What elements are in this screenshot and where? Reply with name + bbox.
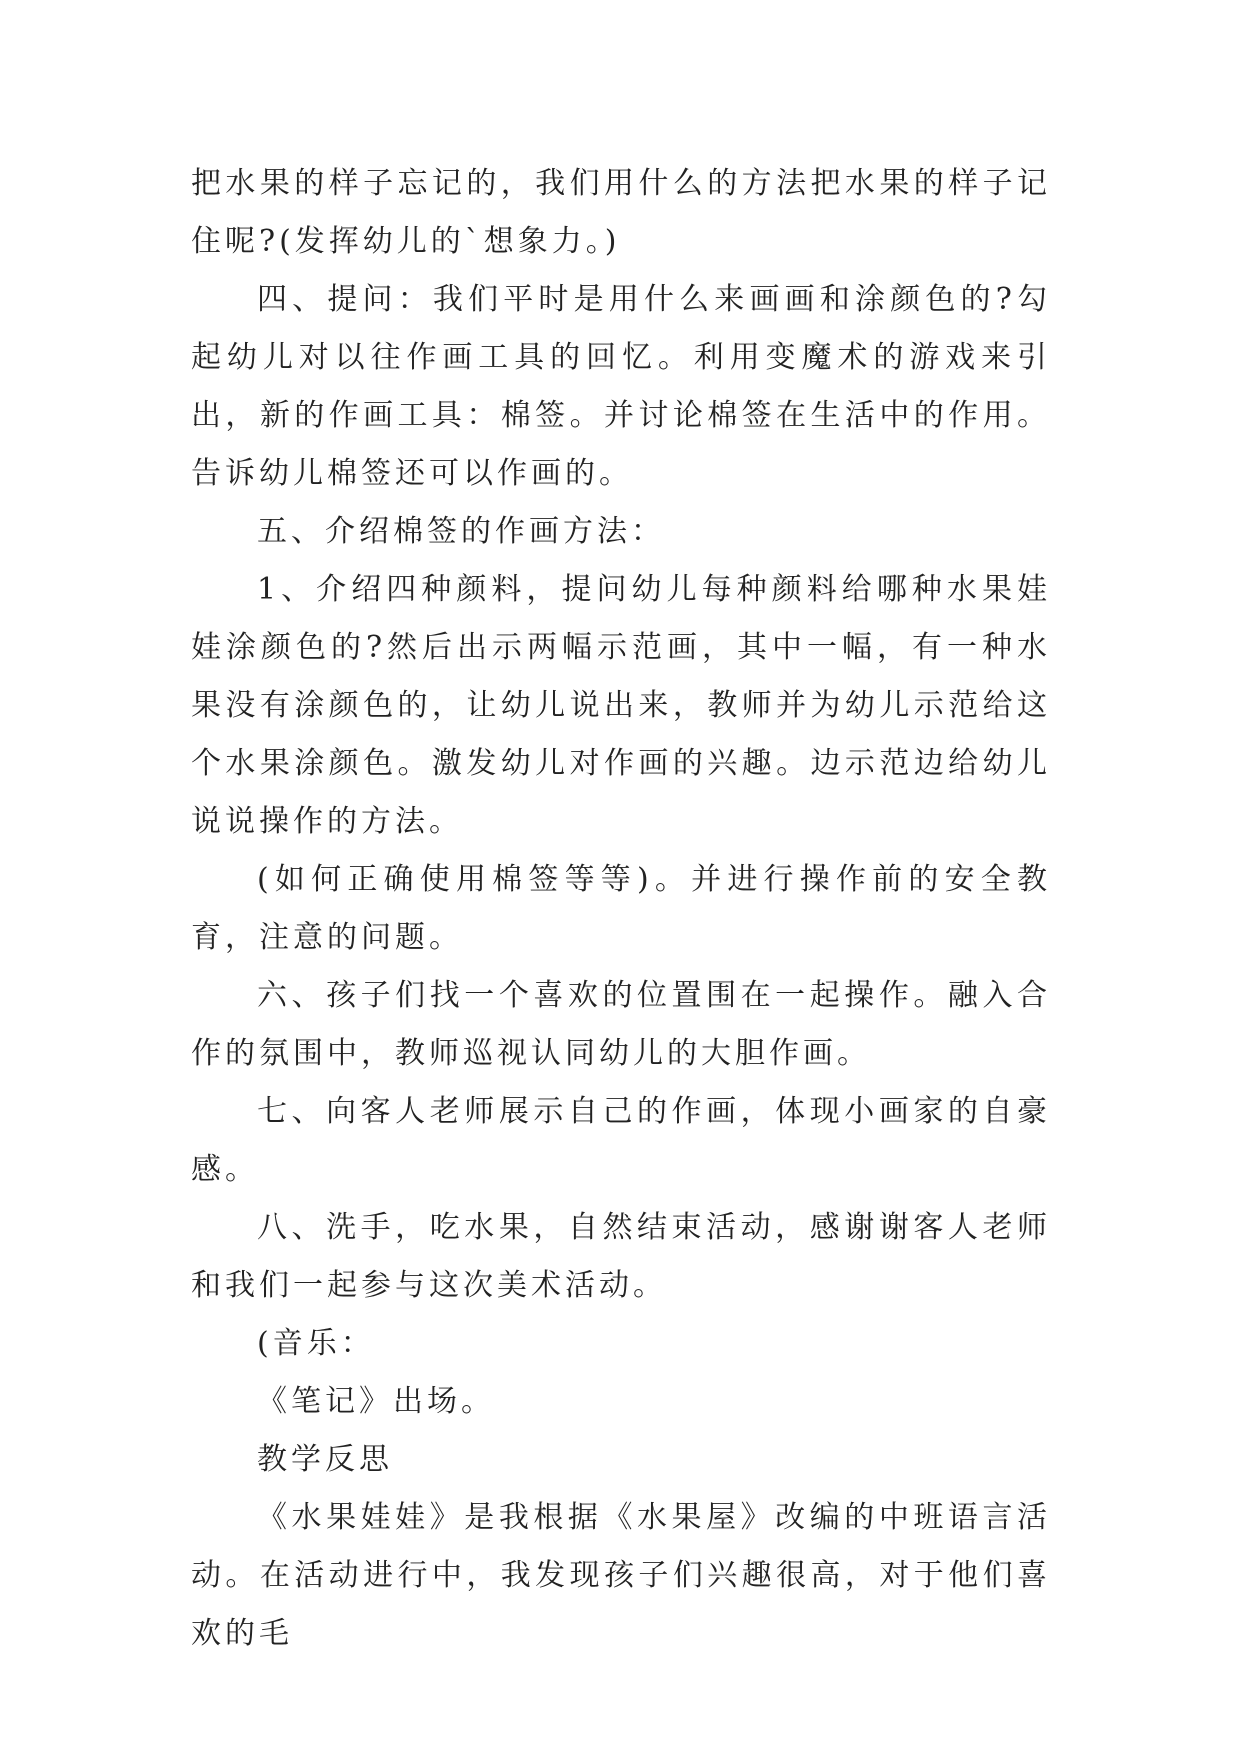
paragraph-step-five-heading: 五、介绍棉签的作画方法： — [257, 514, 665, 549]
document-body — [191, 155, 1051, 1663]
paragraph-continuation: 把水果的样子忘记的，我们用什么的方法把水果的样子记住呢?(发挥幼儿的`想象力。) — [191, 166, 1051, 259]
paragraph-step-eight: 八、洗手，吃水果，自然结束活动，感谢谢客人老师和我们一起参与这次美术活动。 — [191, 1210, 1051, 1303]
paragraph-step-seven: 七、向客人老师展示自己的作画，体现小画家的自豪感。 — [191, 1094, 1051, 1187]
paragraph-safety-note: (如何正确使用棉签等等)。并进行操作前的安全教育，注意的问题。 — [191, 862, 1051, 955]
paragraph-step-six: 六、孩子们找一个喜欢的位置围在一起操作。融入合作的氛围中，教师巡视认同幼儿的大胆作画。 — [191, 978, 1051, 1071]
paragraph-exit: 《笔记》出场。 — [257, 1384, 495, 1419]
paragraph-step-four: 四、提问：我们平时是用什么来画画和涂颜色的?勾起幼儿对以往作画工具的回忆。利用变魔术的游戏来引出，新的作画工具：棉签。并讨论棉签在生活中的作用。告诉幼儿棉签还可以作画的。 — [191, 282, 1051, 491]
paragraph-step-five-detail: 1、介绍四种颜料，提问幼儿每种颜料给哪种水果娃娃涂颜色的?然后出示两幅示范画，其中一幅，有一种水果没有涂颜色的，让幼儿说出来，教师并为幼儿示范给这个水果涂颜色。激发幼儿对作画的兴趣。边示范边给幼儿说说操作的方法。 — [191, 572, 1051, 839]
paragraph-reflection: 《水果娃娃》是我根据《水果屋》改编的中班语言活动。在活动进行中，我发现孩子们兴趣很高，对于他们喜欢的毛 — [191, 1500, 1051, 1651]
section-heading-reflection: 教学反思 — [257, 1442, 393, 1477]
paragraph-music: (音乐： — [257, 1326, 375, 1361]
